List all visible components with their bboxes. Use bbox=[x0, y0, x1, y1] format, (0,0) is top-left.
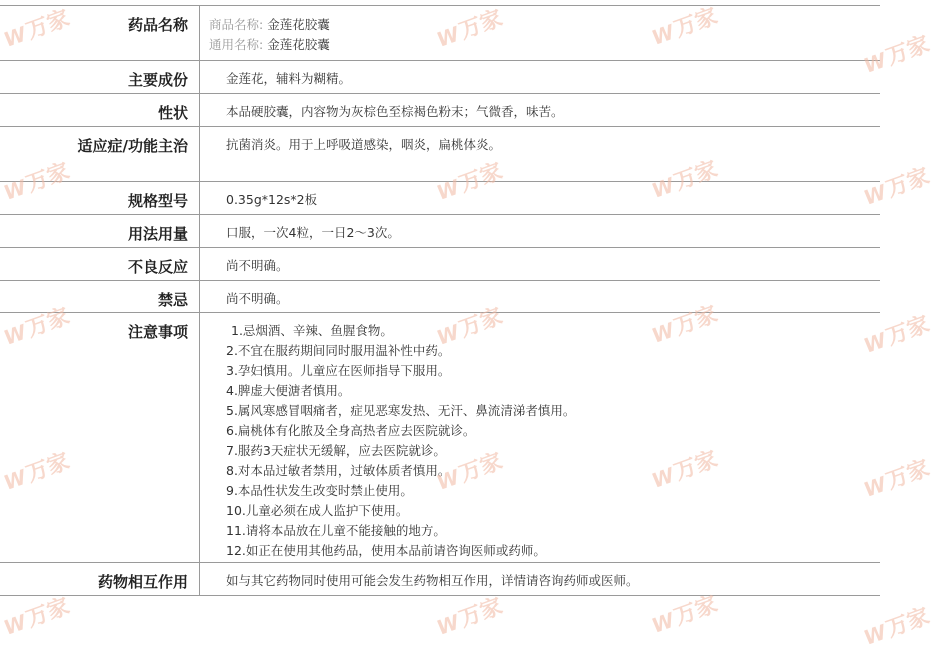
product-name-line bbox=[209, 15, 880, 35]
label-indications: 适应症/功能主治 bbox=[0, 127, 200, 181]
watermark-logo: W万家 bbox=[433, 5, 506, 52]
watermark-logo: W万家 bbox=[0, 158, 73, 205]
value-appearance: 本品硬胶囊，内容物为灰棕色至棕褐色粉末；气微香，味苦。 bbox=[226, 104, 564, 119]
row-adverse-reactions bbox=[0, 248, 880, 281]
value-interactions: 如与其它药物同时使用可能会发生药物相互作用，详情请咨询药师或医师。 bbox=[226, 573, 639, 588]
generic-name-line bbox=[209, 35, 880, 55]
row-indications bbox=[0, 127, 880, 182]
label-dosage: 用法用量 bbox=[0, 215, 200, 247]
precaution-item: 12.如正在使用其他药品，使用本品前请咨询医师或药师。 bbox=[226, 543, 546, 558]
watermark-logo: W万家 bbox=[860, 163, 933, 210]
watermark-logo: W万家 bbox=[648, 446, 721, 493]
drug-info-table bbox=[0, 5, 880, 596]
watermark-logo: W万家 bbox=[648, 591, 721, 638]
watermark-logo: W万家 bbox=[0, 593, 73, 640]
value-precautions bbox=[200, 313, 880, 562]
watermark-logo: W万家 bbox=[648, 3, 721, 50]
row-precautions bbox=[0, 313, 880, 563]
watermark-logo: W万家 bbox=[860, 31, 933, 78]
row-interactions bbox=[0, 563, 880, 596]
watermark-logo: W万家 bbox=[433, 593, 506, 640]
precaution-item: 9.本品性状发生改变时禁止使用。 bbox=[226, 483, 413, 498]
value-adverse-reactions: 尚不明确。 bbox=[226, 258, 289, 273]
precaution-item: 4.脾虚大便溏者慎用。 bbox=[226, 383, 351, 398]
precaution-item: 2.不宜在服药期间同时服用温补性中药。 bbox=[226, 343, 451, 358]
watermark-logo: W万家 bbox=[433, 158, 506, 205]
watermark-logo: W万家 bbox=[648, 156, 721, 203]
watermark-logo: W万家 bbox=[433, 448, 506, 495]
precaution-item: 5.属风寒感冒咽痛者，症见恶寒发热、无汗、鼻流清涕者慎用。 bbox=[226, 403, 576, 418]
precaution-item: 1.忌烟酒、辛辣、鱼腥食物。 bbox=[231, 323, 393, 338]
label-interactions: 药物相互作用 bbox=[0, 563, 200, 595]
watermark-logo: W万家 bbox=[860, 311, 933, 358]
label-appearance: 性状 bbox=[0, 94, 200, 126]
label-contraindications: 禁忌 bbox=[0, 281, 200, 312]
value-drug-name bbox=[200, 6, 880, 60]
value-spec: 0.35g*12s*2板 bbox=[226, 192, 318, 207]
precaution-item: 3.孕妇慎用。儿童应在医师指导下服用。 bbox=[226, 363, 451, 378]
value-ingredients: 金莲花，辅料为糊精。 bbox=[226, 71, 352, 86]
watermark-logo: W万家 bbox=[0, 448, 73, 495]
value-indications: 抗菌消炎。用于上呼吸道感染，咽炎，扁桃体炎。 bbox=[226, 137, 502, 152]
product-name-prefix: 商品名称: bbox=[209, 17, 264, 32]
label-drug-name: 药品名称 bbox=[0, 6, 200, 60]
watermark-logo: W万家 bbox=[648, 301, 721, 348]
precaution-item: 6.扁桃体有化脓及全身高热者应去医院就诊。 bbox=[226, 423, 476, 438]
watermark-logo: W万家 bbox=[0, 5, 73, 52]
watermark-logo: W万家 bbox=[860, 603, 933, 650]
row-spec bbox=[0, 182, 880, 215]
generic-name-value: 金莲花胶囊 bbox=[267, 37, 330, 52]
value-contraindications: 尚不明确。 bbox=[226, 291, 289, 306]
row-dosage bbox=[0, 215, 880, 248]
watermark-logo: W万家 bbox=[860, 455, 933, 502]
label-ingredients: 主要成份 bbox=[0, 61, 200, 93]
row-ingredients bbox=[0, 61, 880, 94]
watermark-logo: W万家 bbox=[433, 303, 506, 350]
label-adverse-reactions: 不良反应 bbox=[0, 248, 200, 280]
precaution-item: 7.服药3天症状无缓解，应去医院就诊。 bbox=[226, 443, 446, 458]
generic-name-prefix: 通用名称: bbox=[209, 37, 264, 52]
row-drug-name bbox=[0, 6, 880, 61]
precaution-item: 8.对本品过敏者禁用，过敏体质者慎用。 bbox=[226, 463, 451, 478]
label-spec: 规格型号 bbox=[0, 182, 200, 214]
label-precautions: 注意事项 bbox=[0, 313, 200, 562]
product-name-value: 金莲花胶囊 bbox=[267, 17, 330, 32]
watermark-logo: W万家 bbox=[0, 303, 73, 350]
precautions-list bbox=[226, 321, 880, 561]
row-contraindications bbox=[0, 281, 880, 313]
precaution-item: 11.请将本品放在儿童不能接触的地方。 bbox=[226, 523, 446, 538]
precaution-item: 10.儿童必须在成人监护下使用。 bbox=[226, 503, 409, 518]
row-appearance bbox=[0, 94, 880, 127]
value-dosage: 口服，一次4粒，一日2～3次。 bbox=[226, 225, 400, 240]
